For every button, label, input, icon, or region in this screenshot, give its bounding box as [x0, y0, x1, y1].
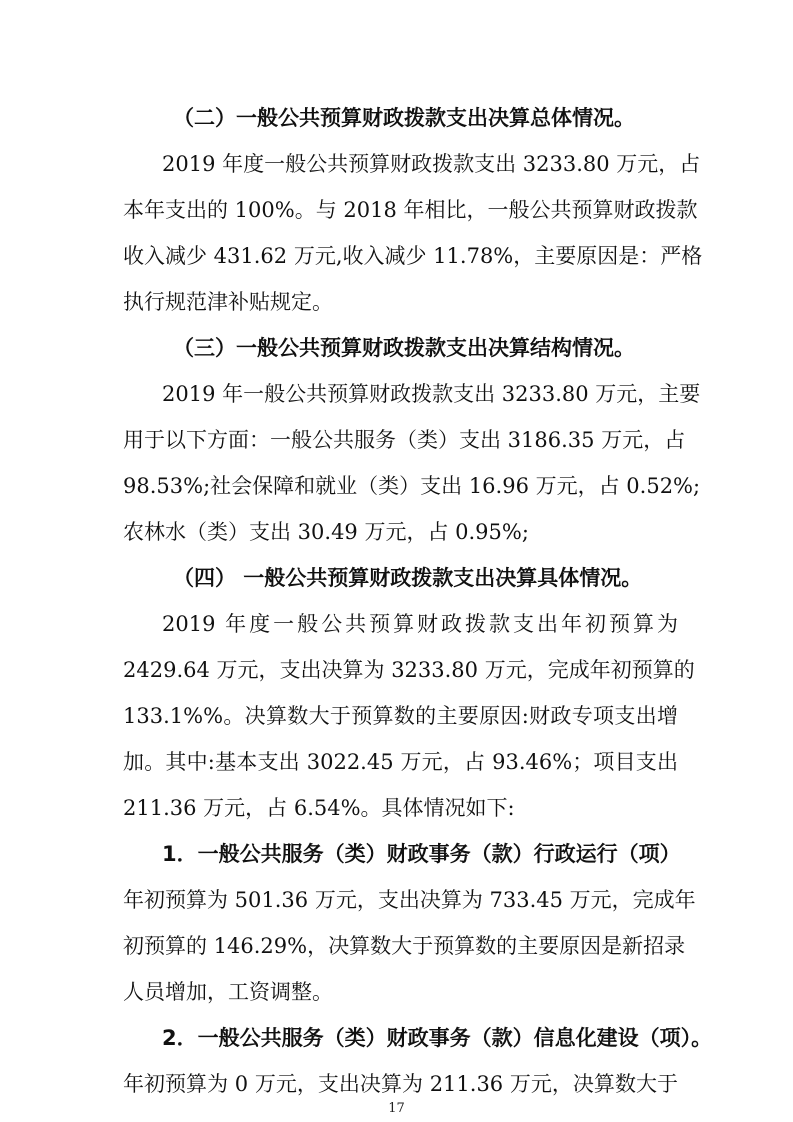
- section-heading-4: （四） 一般公共预算财政拨款支出决算具体情况。: [173, 566, 643, 590]
- paragraph-line: 初预算的 146.29%，决算数大于预算数的主要原因是新招录: [123, 934, 686, 958]
- paragraph-line: 211.36 万元，占 6.54%。具体情况如下:: [123, 796, 515, 820]
- section-heading-2: （二）一般公共预算财政拨款支出决算总体情况。: [173, 106, 635, 130]
- paragraph-line: 年初预算为 0 万元，支出决算为 211.36 万元，决算数大于: [123, 1072, 678, 1096]
- paragraph-line: 本年支出的 100%。与 2018 年相比，一般公共预算财政拨款: [123, 198, 698, 222]
- paragraph-line: 年初预算为 501.36 万元，支出决算为 733.45 万元，完成年: [123, 888, 696, 912]
- section-heading-3: （三）一般公共预算财政拨款支出决算结构情况。: [173, 336, 635, 360]
- paragraph-line: 98.53%;社会保障和就业（类）支出 16.96 万元，占 0.52%;: [123, 474, 701, 498]
- paragraph-line: 收入减少 431.62 万元,收入减少 11.78%，主要原因是：严格: [123, 244, 703, 268]
- paragraph-line: 人员增加，工资调整。: [123, 980, 333, 1004]
- paragraph-line: 执行规范津补贴规定。: [123, 290, 333, 314]
- paragraph-line: 2019 年一般公共预算财政拨款支出 3233.80 万元，主要: [162, 382, 701, 406]
- paragraph-line: 农林水（类）支出 30.49 万元，占 0.95%;: [123, 520, 529, 544]
- page-number: 17: [388, 1101, 405, 1116]
- item-heading-2: 2．一般公共服务（类）财政事务（款）信息化建设（项）。: [162, 1026, 713, 1050]
- paragraph-line: 用于以下方面：一般公共服务（类）支出 3186.35 万元，占: [123, 428, 686, 452]
- paragraph-line: 2429.64 万元，支出决算为 3233.80 万元，完成年初预算的: [123, 658, 695, 682]
- item-heading-1: 1．一般公共服务（类）财政事务（款）行政运行（项）: [162, 842, 681, 866]
- paragraph-line: 2019 年度一般公共预算财政拨款支出 3233.80 万元，占: [162, 152, 701, 176]
- paragraph-line: 加。其中:基本支出 3022.45 万元，占 93.46%；项目支出: [123, 750, 678, 774]
- paragraph-line: 2019 年度一般公共预算财政拨款支出年初预算为: [162, 612, 678, 636]
- paragraph-line: 133.1%%。决算数大于预算数的主要原因:财政专项支出增: [123, 704, 678, 728]
